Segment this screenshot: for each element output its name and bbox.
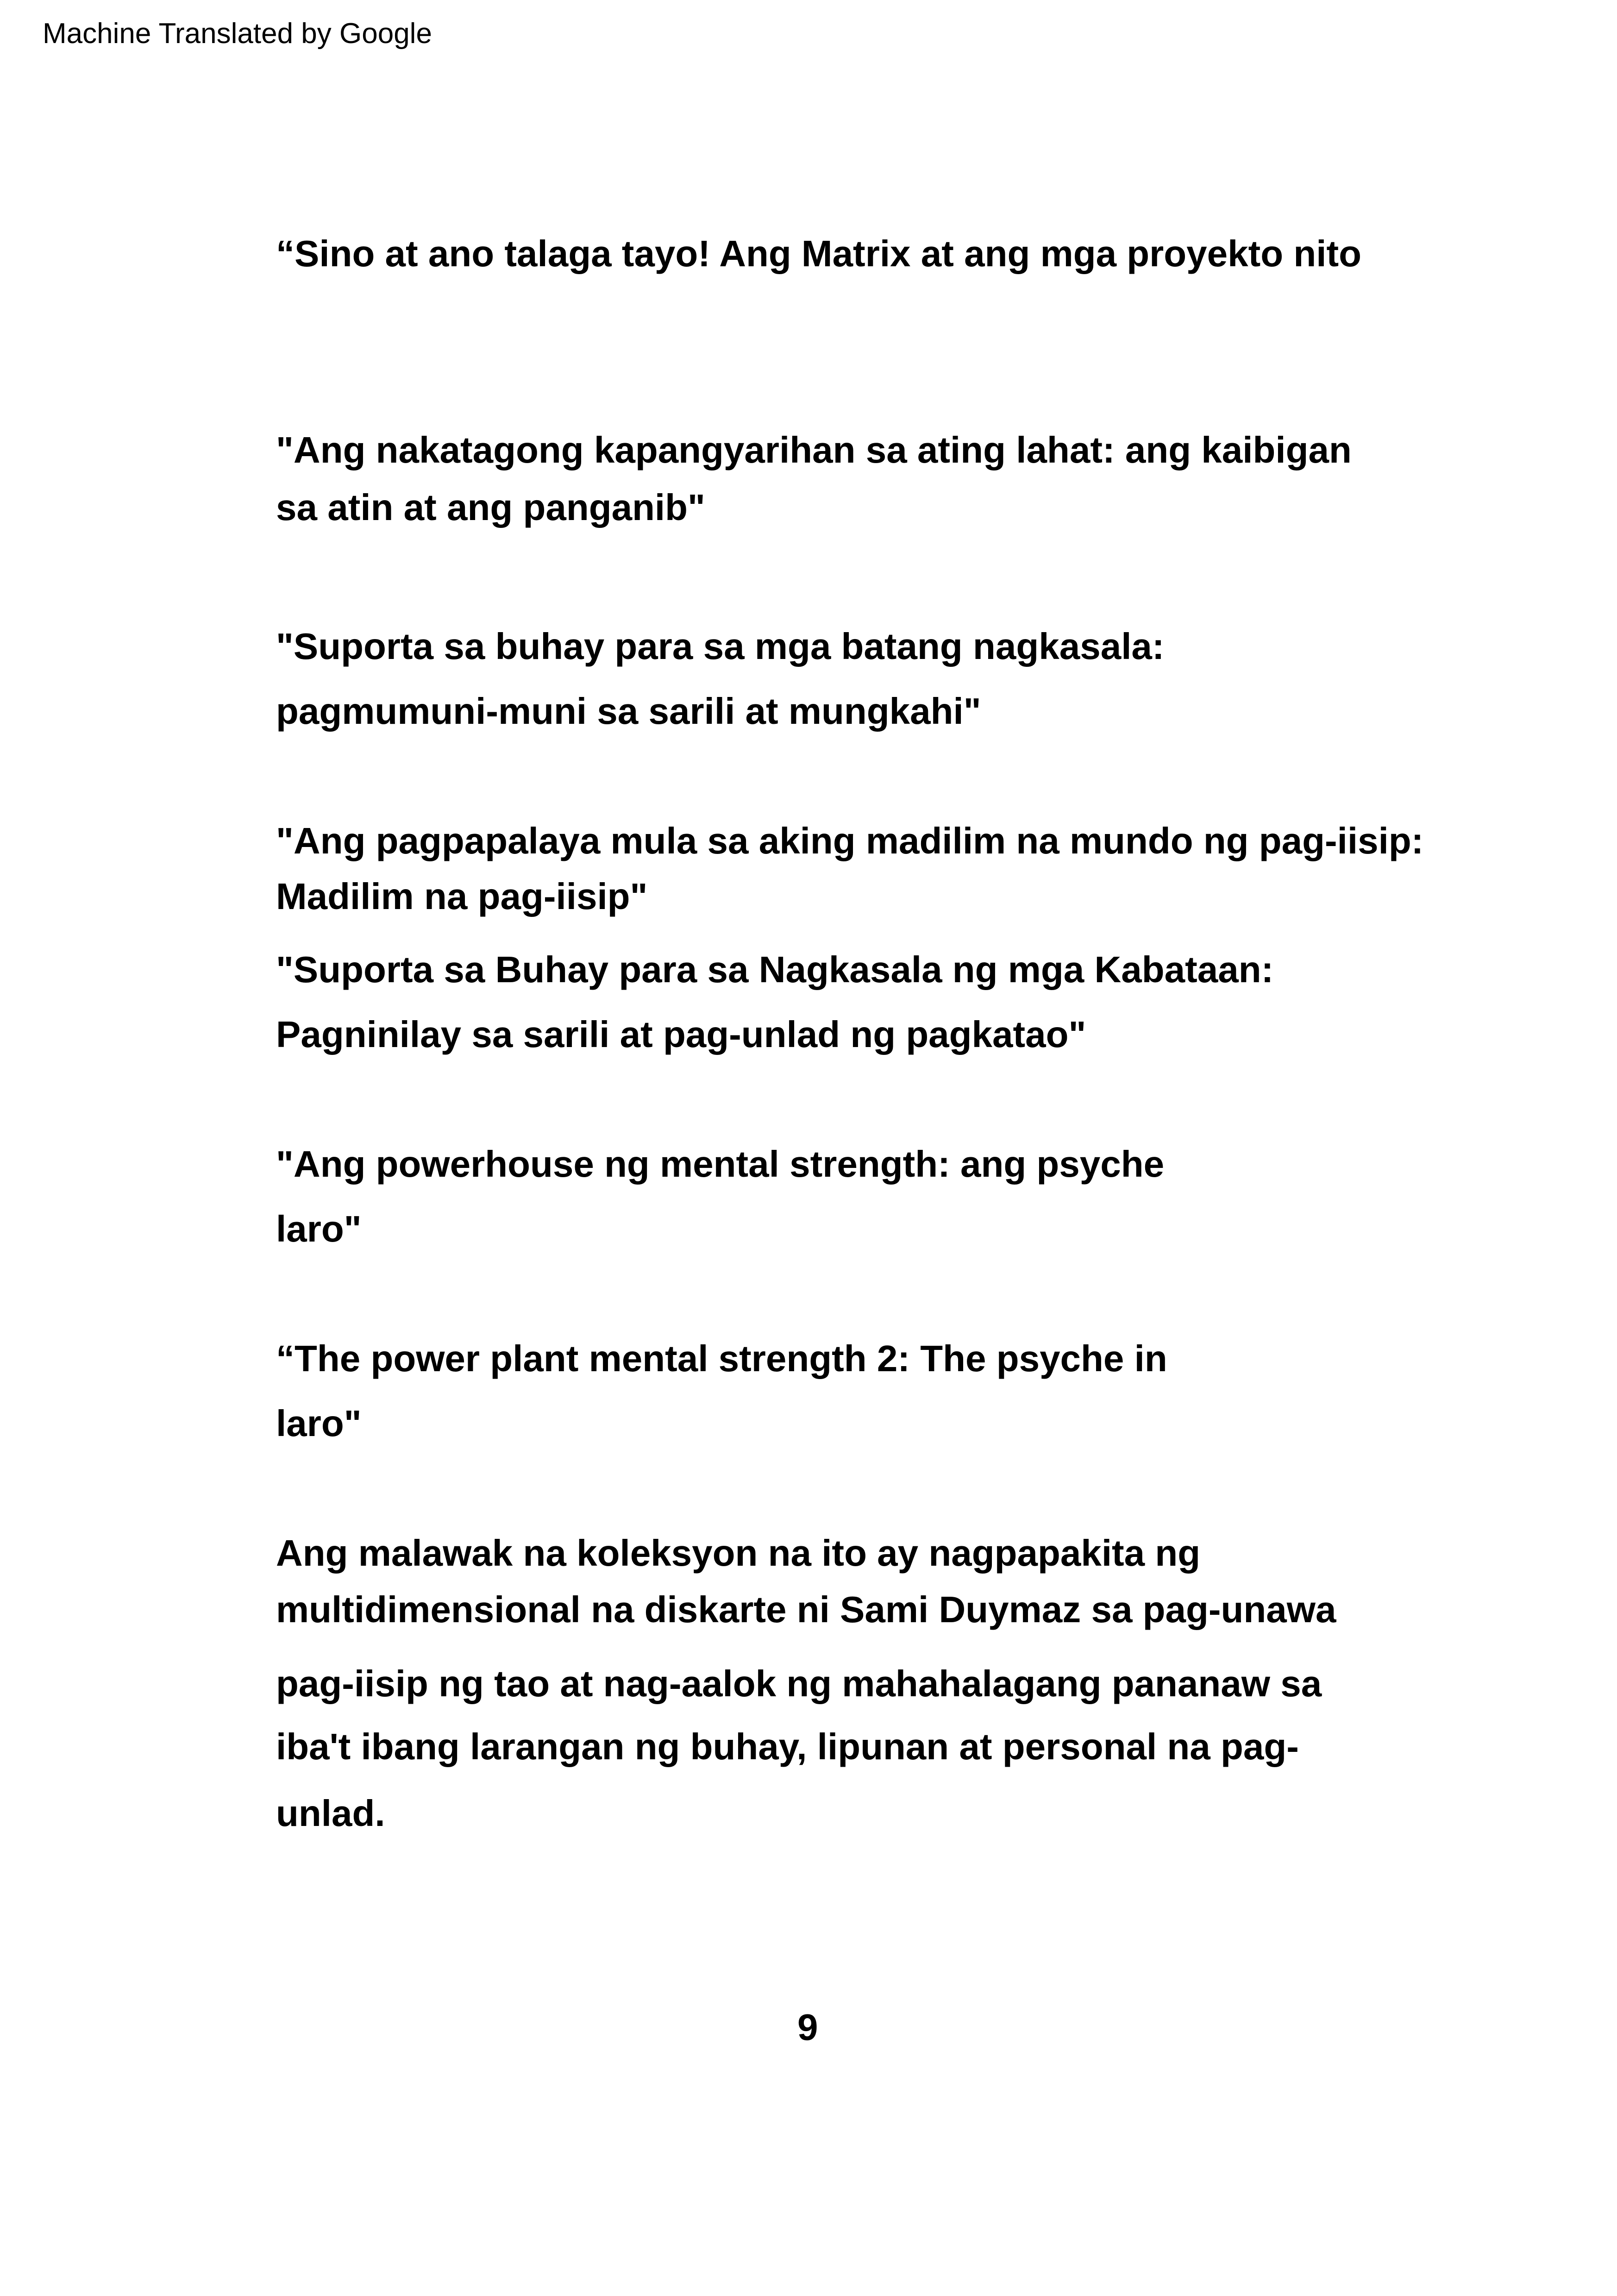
text-line: unlad. bbox=[276, 1793, 385, 1834]
text-line: "Ang nakatagong kapangyarihan sa ating lahat: ang kaibigan bbox=[276, 429, 1352, 470]
machine-translation-banner: Machine Translated by Google bbox=[43, 18, 432, 50]
text-line: Pagninilay sa sarili at pag-unlad ng pagkatao" bbox=[276, 1014, 1086, 1055]
text-line: "Suporta sa Buhay para sa Nagkasala ng mga Kabataan: bbox=[276, 949, 1274, 990]
text-line: pag-iisip ng tao at nag-aalok ng mahahalagang pananaw sa bbox=[276, 1663, 1322, 1704]
text-line: "Ang pagpapalaya mula sa aking madilim na mundo ng pag-iisip: bbox=[276, 820, 1424, 861]
text-line: “The power plant mental strength 2: The psyche in bbox=[276, 1338, 1167, 1379]
text-line: "Suporta sa buhay para sa mga batang nagkasala: bbox=[276, 626, 1165, 667]
text-line: multidimensional na diskarte ni Sami Duymaz sa pag-unawa bbox=[276, 1589, 1336, 1630]
title-line: “Sino at ano talaga tayo! Ang Matrix at ang mga proyekto nito bbox=[276, 233, 1361, 274]
text-line: laro" bbox=[276, 1403, 362, 1444]
text-line: Madilim na pag-iisip" bbox=[276, 876, 648, 917]
text-line: pagmumuni-muni sa sarili at mungkahi" bbox=[276, 690, 981, 732]
text-line: Ang malawak na koleksyon na ito ay nagpapakita ng bbox=[276, 1532, 1201, 1574]
text-line: iba't ibang larangan ng buhay, lipunan at personal na pag- bbox=[276, 1726, 1299, 1767]
text-line: "Ang powerhouse ng mental strength: ang psyche bbox=[276, 1143, 1165, 1185]
text-line: sa atin at ang panganib" bbox=[276, 487, 705, 528]
page-number: 9 bbox=[797, 2007, 818, 2048]
text-line: laro" bbox=[276, 1208, 362, 1249]
